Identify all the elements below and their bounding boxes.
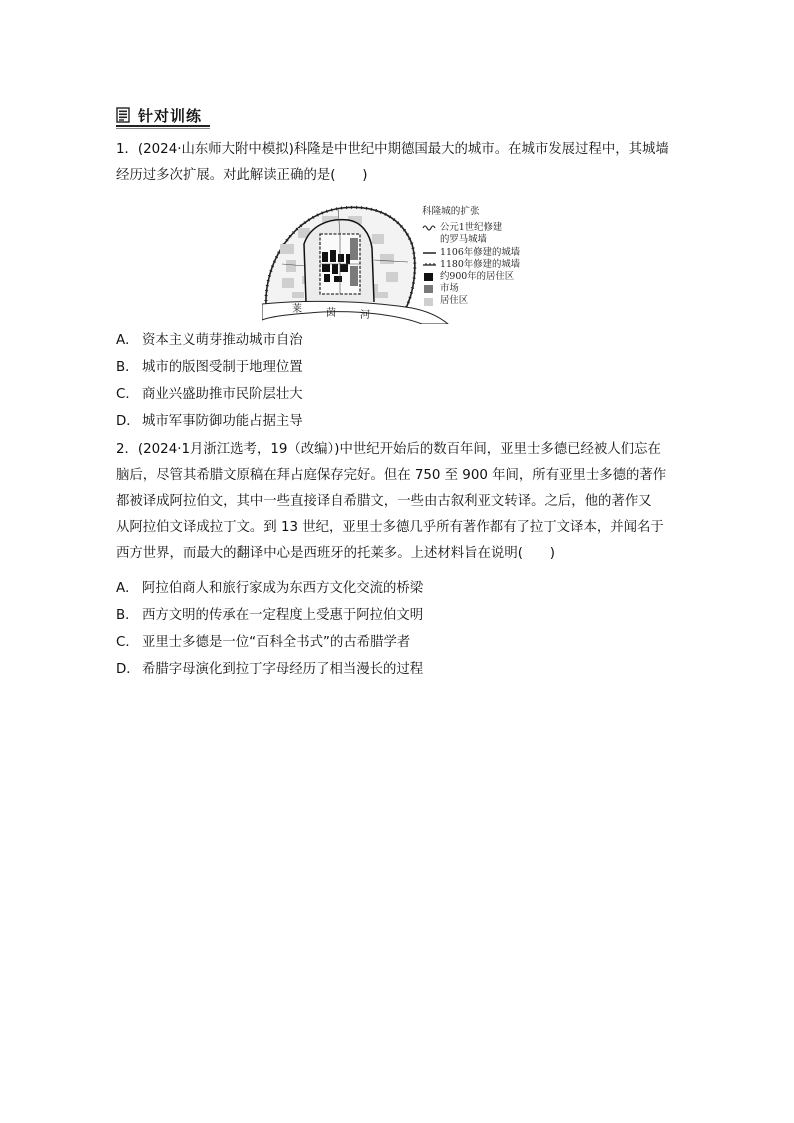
market-area-2 <box>350 266 358 286</box>
river-label-3: 河 <box>360 310 370 321</box>
gray-square-icon <box>422 284 438 294</box>
question-2-line-2: 脑后，尽管其希腊文原稿在拜占庭保存完好。但在 750 至 900 年间，所有亚里士多德的著作 <box>116 468 667 483</box>
question-2-option-a[interactable] <box>116 576 423 602</box>
question-2-option-b[interactable] <box>116 603 423 629</box>
question-1-text-line2: 经历过多次扩展。对此解读正确的是( ) <box>116 168 368 183</box>
option-text: 资本主义萌芽推动城市自治 <box>142 333 303 348</box>
legend-row-residential <box>422 295 520 307</box>
question-2-stem <box>116 437 678 567</box>
question-1-option-a[interactable] <box>116 328 303 354</box>
option-letter: C． <box>116 635 139 650</box>
legend-label-1180: 1180年修建的城墙 <box>440 258 521 270</box>
legend-row-1180 <box>422 259 520 271</box>
legend-label-roman-1: 公元1世纪修建 <box>440 222 503 234</box>
option-letter: A． <box>116 333 139 348</box>
option-text: 城市军事防御功能占据主导 <box>142 414 303 429</box>
map-legend <box>422 206 520 308</box>
question-2-option-c[interactable] <box>116 630 410 656</box>
question-1-stem <box>116 137 678 189</box>
option-text: 商业兴盛助推市民阶层壮大 <box>142 387 303 402</box>
question-1-number: 1． <box>116 142 138 157</box>
map-title: 科隆城的扩张 <box>422 206 480 217</box>
legend-row-900 <box>422 271 520 283</box>
option-letter: C． <box>116 387 139 402</box>
section-title: 针对训练 <box>138 106 203 125</box>
question-2-line-1: 中世纪开始后的数百年间，亚里士多德已经被人们忘在 <box>339 442 661 457</box>
question-2-number: 2． <box>116 442 138 457</box>
question-2-line-3: 都被译成阿拉伯文，其中一些直接译自希腊文，一些由古叙利亚文转译。之后，他的著作又 <box>116 494 652 509</box>
section-underline <box>116 125 210 127</box>
question-1-option-c[interactable] <box>116 382 303 408</box>
light-gray-square-icon <box>422 297 438 307</box>
question-1-option-b[interactable] <box>116 355 303 381</box>
question-2-line-5: 西方世界，而最大的翻译中心是西班牙的托莱多。上述材料旨在说明( ) <box>116 546 555 561</box>
legend-label-roman-2: 的罗马城墙 <box>440 234 487 246</box>
legend-label-residential: 居住区 <box>440 295 469 307</box>
option-text: 阿拉伯商人和旅行家成为东西方文化交流的桥梁 <box>142 581 424 596</box>
section-underline-thin <box>116 128 210 129</box>
legend-row-roman <box>422 222 520 234</box>
question-2-source: (2024·1月浙江选考，19（改编）) <box>137 442 340 457</box>
option-text: 亚里士多德是一位“百科全书式”的古希腊学者 <box>142 635 411 650</box>
option-letter: A． <box>116 581 139 596</box>
legend-row-roman-cont <box>422 234 520 246</box>
question-2-line-4: 从阿拉伯文译成拉丁文。到 13 世纪，亚里士多德几乎所有著作都有了拉丁文译本，并闻名于 <box>116 520 664 535</box>
question-2-option-d[interactable] <box>116 657 423 683</box>
option-letter: D． <box>116 414 140 429</box>
section-header <box>116 104 202 126</box>
question-1-text-line1: 科隆是中世纪中期德国最大的城市。在城市发展过程中，其城墙 <box>293 142 669 157</box>
question-1-option-d[interactable] <box>116 409 303 435</box>
option-text: 希腊字母演化到拉丁字母经历了相当漫长的过程 <box>142 662 424 677</box>
legend-label-900: 约900年的居住区 <box>440 271 515 283</box>
option-text: 城市的版图受制于地理位置 <box>142 360 303 375</box>
document-icon <box>116 107 130 123</box>
rhine-river <box>262 301 448 324</box>
legend-label-1106: 1106年修建的城墙 <box>440 246 521 258</box>
river-label-1: 莱 <box>292 304 302 315</box>
legend-row-1106 <box>422 247 520 259</box>
solid-line-icon <box>422 248 438 258</box>
wavy-line-icon <box>422 223 438 233</box>
black-square-icon <box>422 272 438 282</box>
option-letter: D． <box>116 662 140 677</box>
legend-label-market: 市场 <box>440 283 459 295</box>
option-text: 西方文明的传承在一定程度上受惠于阿拉伯文明 <box>142 608 424 623</box>
question-1-source: (2024·山东师大附中模拟) <box>137 142 294 157</box>
tick-line-icon <box>422 260 438 270</box>
option-letter: B． <box>116 360 139 375</box>
river-label-2: 茵 <box>326 308 336 319</box>
legend-row-market <box>422 283 520 295</box>
option-letter: B． <box>116 608 139 623</box>
market-area <box>350 238 358 260</box>
